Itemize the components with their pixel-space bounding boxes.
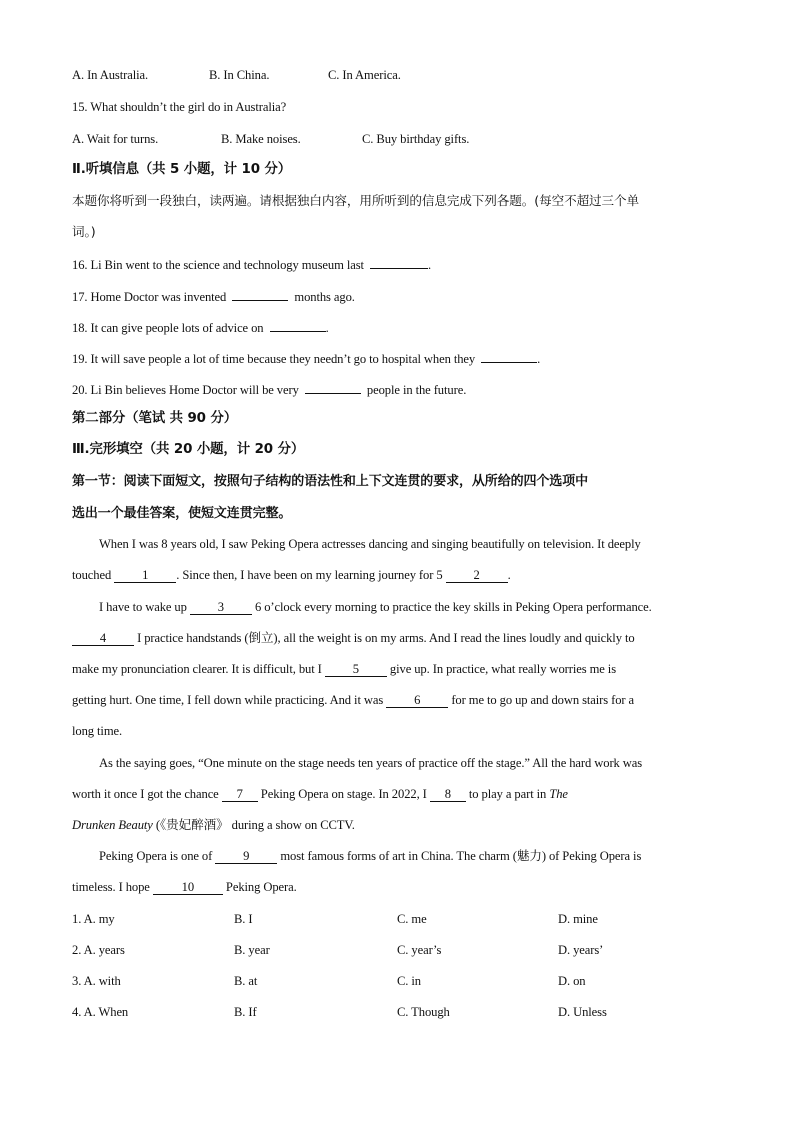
item-17-blank[interactable] xyxy=(232,286,288,301)
passage-text: I have to wake up xyxy=(99,600,187,614)
passage-p3-line3 xyxy=(72,816,724,834)
passage-p4-line2 xyxy=(72,878,724,896)
section2-instruction-2: 词。) xyxy=(72,224,96,239)
choice-2-d[interactable]: D. years’ xyxy=(558,943,604,957)
passage-text: Peking Opera is one of xyxy=(99,849,213,863)
choice-3-b[interactable]: B. at xyxy=(234,974,258,988)
passage-text: Peking Opera. xyxy=(225,880,297,894)
blank-4[interactable]: 4 xyxy=(72,631,134,646)
blank-3[interactable]: 3 xyxy=(190,600,252,615)
passage-p3-line2 xyxy=(72,785,724,803)
blank-2[interactable]: 2 xyxy=(446,568,508,583)
passage-p2-line5: long time. xyxy=(72,724,123,738)
section3-heading: Ⅲ.完形填空（共 20 小题，计 20 分） xyxy=(72,442,305,457)
passage-text: getting hurt. One time, I fell down while practicing. And it was xyxy=(72,693,384,707)
item-18-end: . xyxy=(325,321,329,335)
item-19-end: . xyxy=(537,352,541,366)
passage-text: make my pronunciation clearer. It is difficult, but I xyxy=(72,662,322,676)
passage-text: 6 o’clock every morning to practice the key skills in Peking Opera performance. xyxy=(254,600,652,614)
choice-1-a[interactable]: 1. A. my xyxy=(72,912,115,926)
passage-text: give up. In practice, what really worries me is xyxy=(389,662,617,676)
blank-10[interactable]: 10 xyxy=(153,880,223,895)
item-16-end: . xyxy=(428,258,432,272)
q15-option-b: B. Make noises. xyxy=(221,132,301,146)
item-19 xyxy=(72,348,724,368)
blank-5[interactable]: 5 xyxy=(325,662,387,677)
choice-4-b[interactable]: B. If xyxy=(234,1005,257,1019)
q15-question: 15. What shouldn’t the girl do in Australia? xyxy=(72,100,287,114)
passage-text: I practice handstands (倒立), all the weight is on my arms. And I read the lines loudly and quickly to xyxy=(137,631,635,645)
item-20-blank[interactable] xyxy=(305,379,361,394)
blank-1[interactable]: 1 xyxy=(114,568,176,583)
choice-3-c[interactable]: C. in xyxy=(397,974,421,988)
part2-heading: 第二部分（笔试 共 90 分） xyxy=(72,411,238,426)
passage-title-part: Drunken Beauty xyxy=(72,818,153,832)
passage-text: worth it once I got the chance xyxy=(72,787,219,801)
passage-p2-line2 xyxy=(72,629,724,647)
passage-title-part: The xyxy=(549,787,568,801)
item-16-text: 16. Li Bin went to the science and technology museum last xyxy=(72,258,364,272)
passage-p4-line1 xyxy=(99,847,729,865)
item-20-end: people in the future. xyxy=(366,383,467,397)
item-17-text: 17. Home Doctor was invented xyxy=(72,290,227,304)
q15-option-a: A. Wait for turns. xyxy=(72,132,159,146)
choice-2-a[interactable]: 2. A. years xyxy=(72,943,125,957)
passage-text: touched xyxy=(72,568,112,582)
q14-option-b: B. In China. xyxy=(209,68,270,82)
section3-instruction-2: 选出一个最佳答案，使短文连贯完整。 xyxy=(72,506,292,521)
passage-text: timeless. I hope xyxy=(72,880,150,894)
passage-p2-line4 xyxy=(72,691,724,709)
q14-option-a: A. In Australia. xyxy=(72,68,149,82)
item-19-text: 19. It will save people a lot of time because they needn’t go to hospital when they xyxy=(72,352,476,366)
item-16 xyxy=(72,254,724,274)
q15-option-c: C. Buy birthday gifts. xyxy=(362,132,470,146)
passage-p1-line1: When I was 8 years old, I saw Peking Opera actresses dancing and singing beautifully on television. It deeply xyxy=(99,537,641,551)
blank-7[interactable]: 7 xyxy=(222,787,258,802)
passage-text: . Since then, I have been on my learning journey for 5 xyxy=(176,568,443,582)
choice-3-d[interactable]: D. on xyxy=(558,974,586,988)
choice-2-b[interactable]: B. year xyxy=(234,943,270,957)
passage-text: (《贵妃醉酒》 during a show on CCTV. xyxy=(155,818,355,832)
section2-heading: Ⅱ.听填信息（共 5 小题，计 10 分） xyxy=(72,162,292,177)
item-16-blank[interactable] xyxy=(370,254,428,269)
item-17-end: months ago. xyxy=(294,290,355,304)
choice-4-a[interactable]: 4. A. When xyxy=(72,1005,129,1019)
item-20-text: 20. Li Bin believes Home Doctor will be very xyxy=(72,383,299,397)
passage-text: for me to go up and down stairs for a xyxy=(451,693,635,707)
q14-option-c: C. In America. xyxy=(328,68,401,82)
passage-text: Peking Opera on stage. In 2022, I xyxy=(260,787,427,801)
blank-6[interactable]: 6 xyxy=(386,693,448,708)
choice-4-d[interactable]: D. Unless xyxy=(558,1005,607,1019)
passage-p2-line1 xyxy=(99,598,729,616)
passage-p3-line1: As the saying goes, “One minute on the stage needs ten years of practice off the stage.” All the hard work was xyxy=(99,756,643,770)
choice-4-c[interactable]: C. Though xyxy=(397,1005,450,1019)
item-18-text: 18. It can give people lots of advice on xyxy=(72,321,264,335)
passage-text: to play a part in xyxy=(468,787,547,801)
passage-p1-line2 xyxy=(72,566,724,584)
item-20 xyxy=(72,379,724,399)
choice-2-c[interactable]: C. year’s xyxy=(397,943,442,957)
choice-1-d[interactable]: D. mine xyxy=(558,912,598,926)
item-19-blank[interactable] xyxy=(481,348,537,363)
choice-1-b[interactable]: B. I xyxy=(234,912,253,926)
blank-9[interactable]: 9 xyxy=(215,849,277,864)
passage-p2-line3 xyxy=(72,660,724,678)
section3-instruction-1: 第一节：阅读下面短文，按照句子结构的语法性和上下文连贯的要求，从所给的四个选项中 xyxy=(72,474,589,489)
item-17 xyxy=(72,286,724,306)
item-18 xyxy=(72,317,724,337)
passage-text: . xyxy=(507,568,511,582)
choice-3-a[interactable]: 3. A. with xyxy=(72,974,121,988)
choice-1-c[interactable]: C. me xyxy=(397,912,427,926)
section2-instruction-1: 本题你将听到一段独白，读两遍。请根据独白内容，用所听到的信息完成下列各题。(每空不超过三个单 xyxy=(72,193,640,208)
blank-8[interactable]: 8 xyxy=(430,787,466,802)
passage-text: most famous forms of art in China. The charm (魅力) of Peking Opera is xyxy=(280,849,642,863)
item-18-blank[interactable] xyxy=(270,317,326,332)
